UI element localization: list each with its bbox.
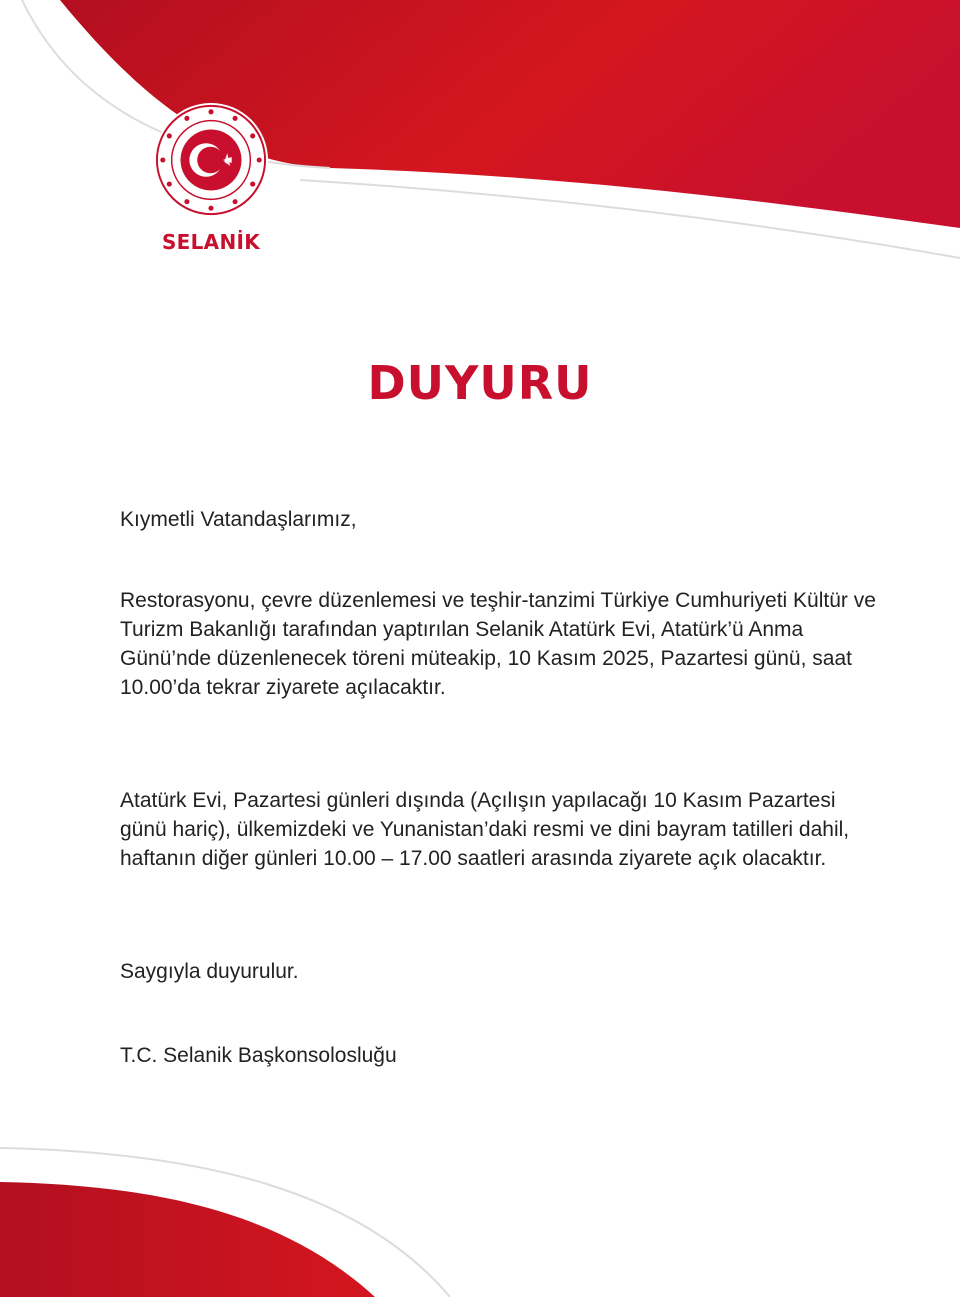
announcement-paragraph-2: Atatürk Evi, Pazartesi günleri dışında (Açılışın yapılacağı 10 Kasım Pazartesi günü hariç), ülkemizdeki ve Yunanistan’daki resmi ve dini bayram tatilleri dahil, haftanın diğer günleri 10.00 – 17.00 saatleri arasında ziyarete açık olacaktır. [120, 789, 850, 870]
announcement-paragraph-1: Restorasyonu, çevre düzenlemesi ve teşhir-tanzimi Türkiye Cumhuriyeti Kültür ve Turizm Bakanlığı tarafından yaptırılan Selanik Atatürk Evi, Atatürk’ü Anma Günü’nde düzenlenecek töreni müteakip, 10 Kasım 2025, Pazartesi günü, saat 10.00’da tekrar ziyarete açılacaktır. [120, 589, 876, 699]
greeting-text: Kıymetli Vatandaşlarımız, [120, 508, 357, 531]
turkish-consulate-seal-icon [152, 101, 270, 219]
bottom-red-swoosh [0, 1120, 960, 1297]
top-red-swoosh [0, 0, 960, 300]
seal-label: SELANİK [161, 230, 261, 254]
page-title: DUYURU [367, 356, 593, 410]
signature-text: T.C. Selanik Başkonsolosluğu [120, 1044, 397, 1067]
closing-text: Saygıyla duyurulur. [120, 960, 299, 983]
